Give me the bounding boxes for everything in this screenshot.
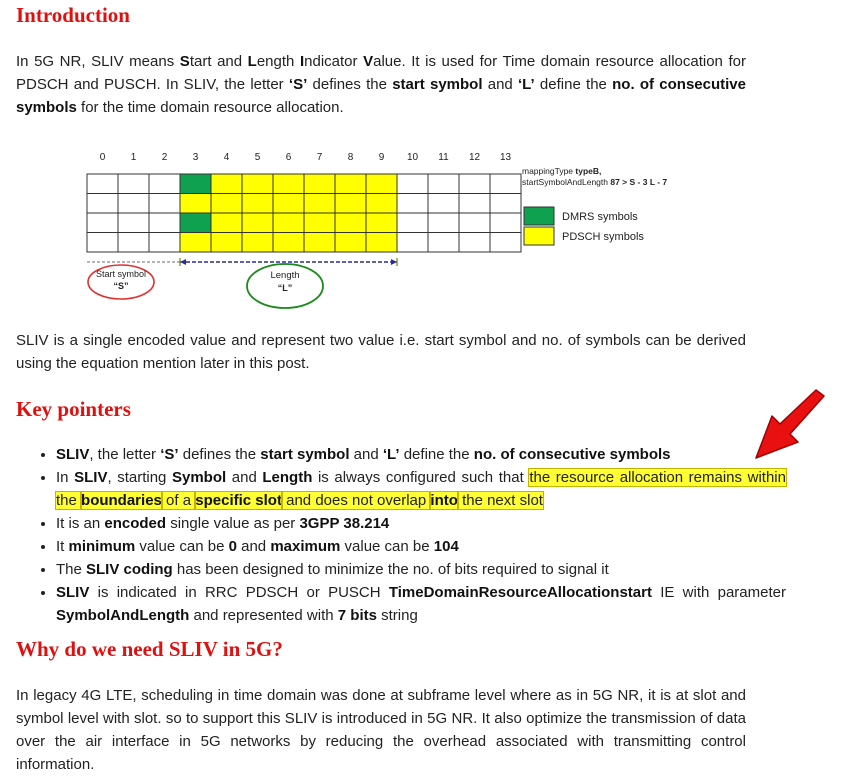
text-segment: It [56, 538, 69, 555]
highlighted-text: of a [161, 492, 196, 509]
pdsch-cell [335, 194, 366, 214]
start-symbol-quote: “S” [113, 281, 129, 291]
grid-cell [397, 174, 428, 194]
grid-cell [118, 213, 149, 233]
text-segment: and [236, 538, 271, 555]
key-pointers-list [16, 443, 786, 627]
highlighted-text: specific slot [195, 492, 282, 509]
bold-text: 7 bits [337, 607, 377, 624]
span-arrowhead-right-icon [391, 259, 397, 265]
symbol-index-label: 12 [468, 152, 481, 163]
symbol-index-label: 3 [192, 152, 199, 163]
bold-text: ‘S’ [288, 76, 308, 93]
text-segment: is indicated in RRC PDSCH or PUSCH [89, 584, 389, 601]
highlighted-text: the next slot [457, 492, 543, 509]
symbol-index-label: 5 [254, 152, 261, 163]
pdsch-cell [366, 174, 397, 194]
text-segment: tart and [189, 53, 248, 70]
highlighted-text: and does not overlap [281, 492, 431, 509]
text-segment: ength [256, 53, 300, 70]
length-quote: “L” [277, 283, 293, 293]
bold-text: minimum [68, 538, 136, 555]
legend-swatch [524, 207, 554, 225]
bold-text: Length [262, 469, 313, 486]
pdsch-cell [304, 233, 335, 253]
text-segment: ndicator [304, 53, 364, 70]
why-paragraph [16, 684, 746, 776]
bold-text: S [179, 53, 190, 70]
red-arrow-icon [746, 388, 828, 464]
pdsch-cell [180, 233, 211, 253]
symbol-index-label: 7 [316, 152, 323, 163]
bold-text: start symbol [392, 76, 483, 93]
bold-text: SymbolAndLength [56, 607, 190, 624]
symbol-index-label: 10 [406, 152, 419, 163]
pdsch-cell [180, 194, 211, 214]
heading-why-sliv: Why do we need SLIV in 5G? [16, 637, 283, 661]
pdsch-cell [366, 194, 397, 214]
pdsch-cell [242, 194, 273, 214]
text-segment: defines the [178, 446, 261, 463]
symbol-index-label: 13 [499, 152, 512, 163]
text-segment: and [226, 469, 263, 486]
mapping-type-text: mappingType typeB, [522, 166, 602, 176]
grid-cell [459, 213, 490, 233]
dmrs-cell [180, 174, 211, 194]
grid-cell [118, 233, 149, 253]
grid-cell [149, 194, 180, 214]
bold-text: 3GPP 38.214 [299, 515, 390, 532]
pdsch-cell [242, 174, 273, 194]
pdsch-cell [273, 174, 304, 194]
grid-cell [459, 233, 490, 253]
key-pointer-item [56, 535, 786, 558]
symbol-index-label: 1 [130, 152, 137, 163]
grid-cell [149, 213, 180, 233]
grid-cell [87, 213, 118, 233]
bold-text: TimeDomainResourceAllocationstart [388, 584, 652, 601]
intro-paragraph [16, 50, 746, 119]
bold-text: SLIV coding [86, 561, 173, 578]
text-segment: single value as per [166, 515, 300, 532]
symbol-index-label: 6 [285, 152, 292, 163]
text-segment: The [56, 561, 87, 578]
bold-text: ‘L’ [382, 446, 400, 463]
grid-cell [149, 233, 180, 253]
pdsch-cell [211, 194, 242, 214]
grid-cell [490, 174, 521, 194]
pdsch-cell [335, 174, 366, 194]
text-segment: It is an [56, 515, 105, 532]
text-segment: value can be [340, 538, 434, 555]
grid-cell [490, 233, 521, 253]
span-arrowhead-left-icon [180, 259, 186, 265]
text-segment: SLIV is a single encoded value and represent two value i.e. start symbol and no. of symbols can be derived using the equation mention later in this post. [16, 332, 746, 372]
grid-cell [118, 194, 149, 214]
text-segment: value can be [135, 538, 229, 555]
length-label: Length [270, 270, 300, 281]
bold-text: start symbol [260, 446, 350, 463]
bold-text: ‘L’ [518, 76, 535, 93]
pdsch-cell [211, 174, 242, 194]
grid-cell [428, 174, 459, 194]
text-segment: In legacy 4G LTE, scheduling in time domain was done at subframe level where as in 5G NR, it is at slot and symbol level with slot. so to support this SLIV is introduced in 5G NR. It also optimize the transmission of data over the air interface in 5G networks by reducing the overhead associated with transmitting control information. [16, 687, 746, 773]
bold-text: 0 [228, 538, 237, 555]
text-segment: IE with parameter [651, 584, 786, 601]
grid-cell [490, 213, 521, 233]
text-segment: and [482, 76, 519, 93]
pdsch-cell [273, 194, 304, 214]
highlighted-text: boundaries [81, 492, 162, 509]
pdsch-cell [366, 233, 397, 253]
figure-legend [524, 207, 644, 245]
heading-key-pointers: Key pointers [16, 397, 131, 421]
text-segment: , starting [107, 469, 172, 486]
bold-text: I [299, 53, 305, 70]
legend-swatch [524, 227, 554, 245]
pdsch-cell [273, 213, 304, 233]
bold-text: L [247, 53, 257, 70]
key-pointer-item [56, 512, 786, 535]
pdsch-cell [304, 194, 335, 214]
bold-text: SLIV [74, 469, 108, 486]
bold-text: no. of consecutive symbols [473, 446, 671, 463]
bold-text: SLIV [56, 446, 90, 463]
pdsch-cell [335, 213, 366, 233]
grid-cell [397, 194, 428, 214]
grid-cell [87, 174, 118, 194]
symbol-index-label: 8 [347, 152, 354, 163]
text-segment: defines the [307, 76, 393, 93]
highlighted-text: into [430, 492, 458, 509]
start-symbol-and-length-text: startSymbolAndLength 87 > S - 3 L - 7 [522, 177, 668, 187]
dmrs-cell [180, 213, 211, 233]
sliv-resource-grid-figure [84, 146, 684, 316]
grid-cell [490, 194, 521, 214]
bold-text: ‘S’ [160, 446, 179, 463]
grid-cell [118, 174, 149, 194]
legend-label: DMRS symbols [562, 211, 638, 223]
pdsch-cell [273, 233, 304, 253]
heading-introduction: Introduction [16, 3, 130, 27]
text-segment: alue. It is used for Time domain resource allocation for PDSCH and PUSCH. In SLIV, the letter [16, 53, 746, 93]
bold-text: SLIV [56, 584, 90, 601]
key-pointer-item [56, 558, 786, 581]
key-pointer-item [56, 466, 786, 512]
grid-cell [87, 233, 118, 253]
text-segment: In [56, 469, 75, 486]
text-segment: and [349, 446, 383, 463]
grid-cell [397, 233, 428, 253]
pdsch-cell [211, 233, 242, 253]
pdsch-cell [366, 213, 397, 233]
text-segment: define the [534, 76, 613, 93]
text-segment: has been designed to minimize the no. of bits required to signal it [172, 561, 609, 578]
symbol-index-label: 9 [378, 152, 385, 163]
sliv-paragraph [16, 329, 746, 375]
text-segment: In 5G NR, SLIV means [16, 53, 180, 70]
pdsch-cell [242, 233, 273, 253]
grid-cell [428, 233, 459, 253]
grid-cell [87, 194, 118, 214]
resource-grid [87, 174, 521, 252]
symbol-index-label: 2 [161, 152, 168, 163]
bold-text: 104 [433, 538, 459, 555]
key-pointer-item [56, 581, 786, 627]
highlighted-text: the resource allocation remains within the [56, 469, 786, 509]
pdsch-cell [335, 233, 366, 253]
symbol-index-label: 11 [438, 152, 449, 163]
pdsch-cell [211, 213, 242, 233]
symbol-index-label: 0 [99, 152, 106, 163]
symbol-index-row [100, 152, 512, 163]
text-segment: and represented with [189, 607, 338, 624]
grid-cell [397, 213, 428, 233]
text-segment: is always configured such that [312, 469, 530, 486]
symbol-index-label: 4 [223, 152, 230, 163]
start-symbol-label: Start symbol [95, 269, 147, 279]
grid-cell [428, 194, 459, 214]
text-segment: for the time domain resource allocation. [76, 99, 344, 116]
text-segment: , the letter [89, 446, 161, 463]
bold-text: no. of consecutive symbols [16, 76, 746, 116]
bold-text: V [363, 53, 374, 70]
key-pointer-item [56, 443, 786, 466]
pdsch-cell [304, 213, 335, 233]
bold-text: encoded [104, 515, 167, 532]
grid-cell [428, 213, 459, 233]
text-segment: string [376, 607, 418, 624]
legend-label: PDSCH symbols [562, 231, 644, 243]
bold-text: Symbol [171, 469, 227, 486]
pdsch-cell [304, 174, 335, 194]
pdsch-cell [242, 213, 273, 233]
text-segment: define the [399, 446, 474, 463]
grid-cell [459, 194, 490, 214]
grid-cell [149, 174, 180, 194]
bold-text: maximum [270, 538, 341, 555]
grid-cell [459, 174, 490, 194]
length-span [87, 258, 397, 266]
